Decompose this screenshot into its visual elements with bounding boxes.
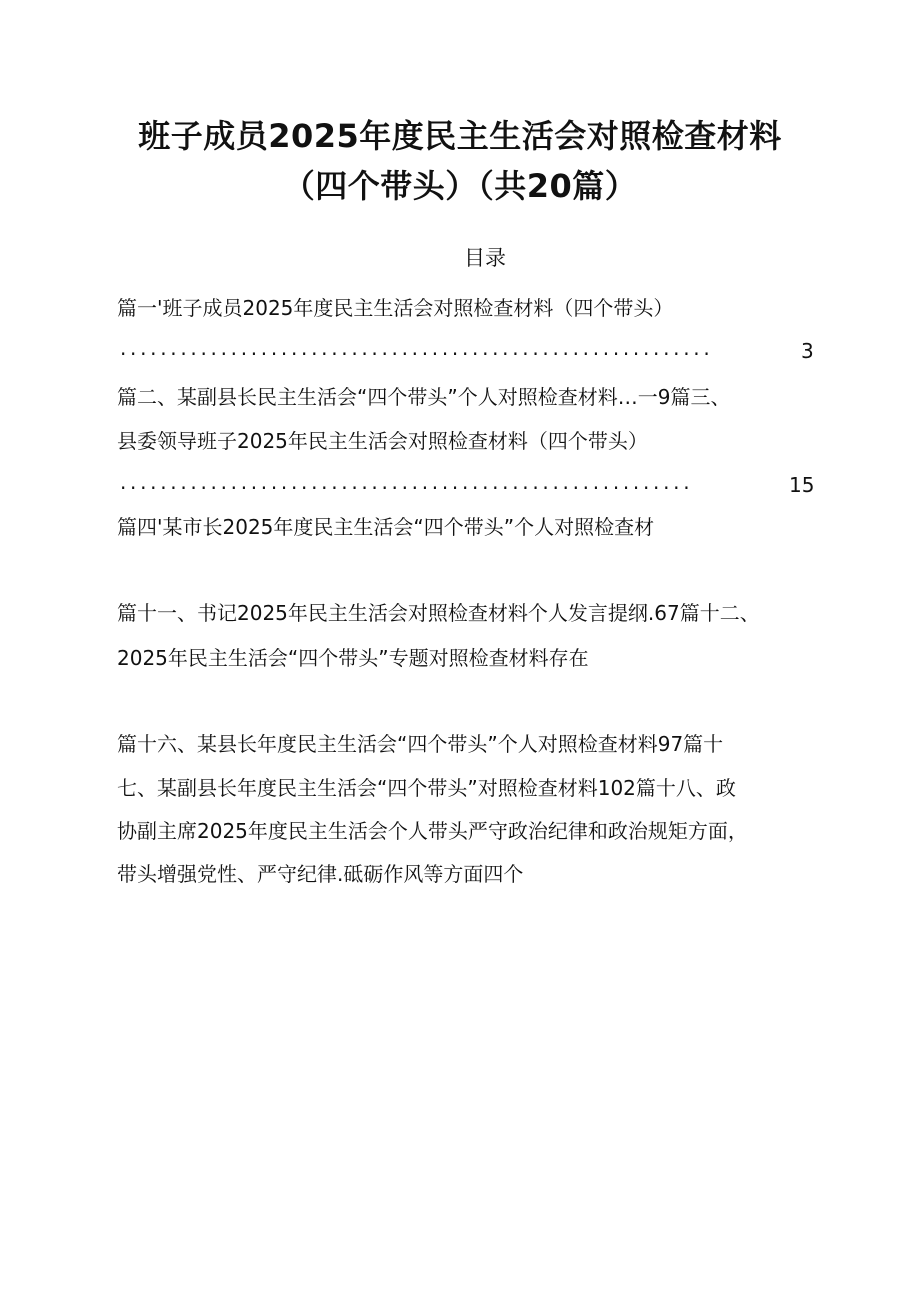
toc-entry-16-line-4: 带头增强党性、严守纪律.砥砺作风等方面四个: [117, 862, 524, 886]
toc-entry-1-page: 3: [801, 339, 814, 363]
toc-entry-3-leader-dots: .........................................................: [120, 472, 694, 492]
toc-entry-4: 篇四'某市长2025年度民主生活会“四个带头”个人对照检查材: [117, 515, 655, 539]
toc-entry-11-line-1: 篇十一、书记2025年民主生活会对照检查材料个人发言提纲.67篇十二、: [117, 601, 760, 625]
toc-entry-16-line-1: 篇十六、某县长年度民主生活会“四个带头”个人对照检查材料97篇十: [117, 732, 724, 756]
toc-entry-3: 县委领导班子2025年民主生活会对照检查材料（四个带头）: [117, 429, 648, 453]
toc-entry-1-leader-dots: ...........................................................: [120, 338, 714, 358]
toc-entry-11-line-2: 2025年民主生活会“四个带头”专题对照检查材料存在: [117, 646, 589, 670]
toc-entry-2: 篇二、某副县长民主生活会“四个带头”个人对照检查材料…一9篇三、: [117, 385, 731, 409]
toc-entry-16-line-3: 协副主席2025年度民主生活会个人带头严守政治纪律和政治规矩方面，: [117, 819, 748, 843]
toc-entry-1: 篇一'班子成员2025年度民主生活会对照检查材料（四个带头）: [117, 296, 674, 320]
toc-entry-3-page: 15: [789, 473, 815, 497]
toc-entry-16-line-2: 七、某副县长年度民主生活会“四个带头”对照检查材料102篇十八、政: [117, 776, 736, 800]
toc-heading: 目录: [464, 246, 506, 270]
document-title-line-2: （四个带头）（共20篇）: [282, 167, 638, 205]
document-title-line-1: 班子成员2025年度民主生活会对照检查材料: [138, 117, 782, 155]
